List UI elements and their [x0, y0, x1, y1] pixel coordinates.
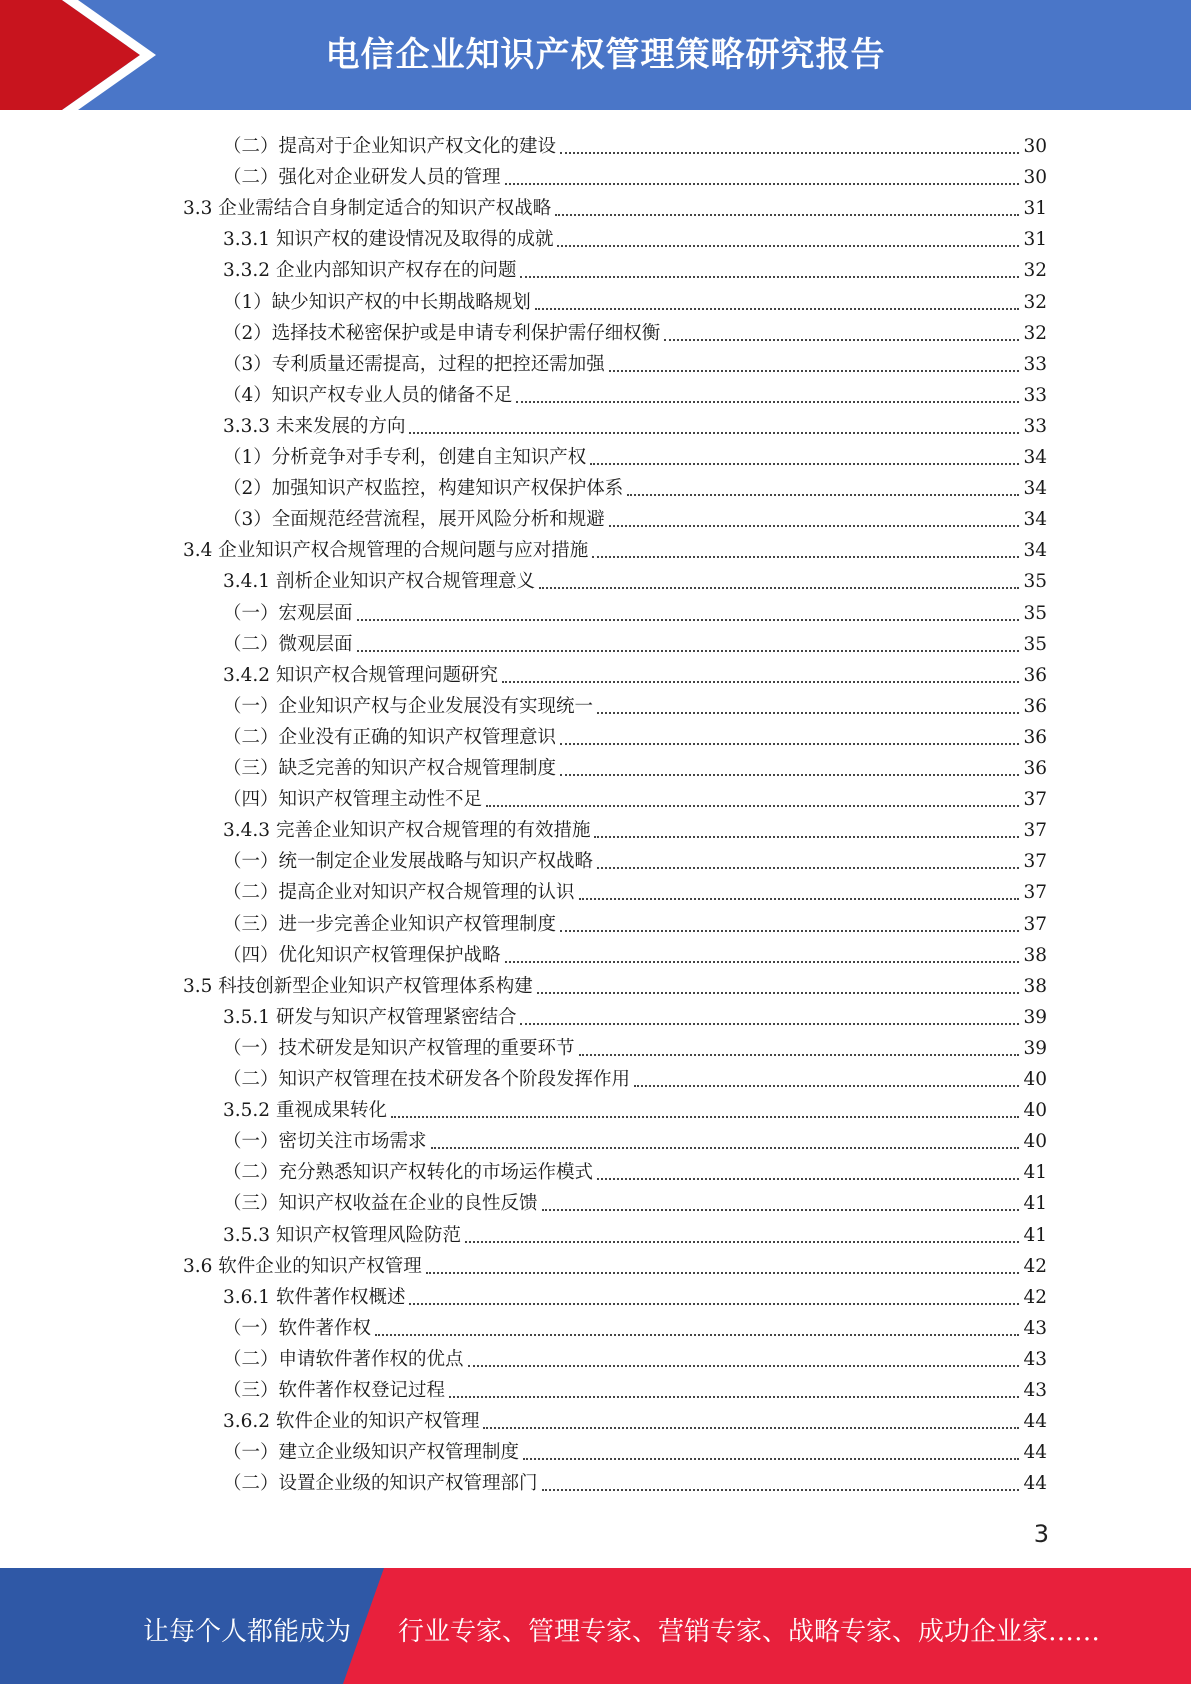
toc-entry-title: 3.4 企业知识产权合规管理的合规问题与应对措施 [183, 540, 589, 562]
toc-entry[interactable] [183, 1248, 1047, 1279]
toc-entry[interactable] [223, 159, 1047, 190]
toc-entry-title: （二）设置企业级的知识产权管理部门 [223, 1473, 538, 1495]
toc-entry-title: （4）知识产权专业人员的储备不足 [223, 384, 513, 406]
toc-entry-page: 31 [1023, 229, 1047, 251]
toc-entry-title: （三）进一步完善企业知识产权管理制度 [223, 913, 557, 935]
toc-entry[interactable] [223, 252, 1047, 283]
toc-entry-title: （四）优化知识产权管理保护战略 [223, 944, 501, 966]
toc-entry[interactable] [223, 626, 1047, 657]
toc-entry[interactable] [183, 968, 1047, 999]
toc-entry[interactable] [223, 750, 1047, 781]
toc-entry-page: 37 [1023, 820, 1047, 842]
toc-entry-title: （一）密切关注市场需求 [223, 1131, 427, 1153]
toc-entry-title: 3.4.2 知识产权合规管理问题研究 [223, 664, 498, 686]
toc-dot-leader [609, 370, 1019, 372]
footer-slogan-right: 行业专家、管理专家、营销专家、战略专家、成功企业家…… [398, 1617, 1101, 1647]
toc-entry-title: 3.3 企业需结合自身制定适合的知识产权战略 [183, 198, 552, 220]
toc-entry[interactable] [223, 1154, 1047, 1185]
toc-entry[interactable] [223, 595, 1047, 626]
toc-entry-page: 36 [1023, 664, 1047, 686]
toc-entry-page: 40 [1023, 1131, 1047, 1153]
toc-entry-title: （二）提高企业对知识产权合规管理的认识 [223, 882, 575, 904]
toc-entry-title: 3.4.3 完善企业知识产权合规管理的有效措施 [223, 820, 591, 842]
toc-dot-leader [609, 525, 1019, 527]
toc-entry[interactable] [223, 906, 1047, 937]
toc-dot-leader [597, 712, 1019, 714]
toc-dot-leader [597, 867, 1019, 869]
toc-entry-title: （三）软件著作权登记过程 [223, 1380, 446, 1401]
page-footer [0, 1568, 1191, 1684]
toc-entry[interactable] [223, 937, 1047, 968]
toc-entry[interactable] [223, 999, 1047, 1030]
toc-entry-page: 43 [1023, 1348, 1047, 1370]
toc-entry[interactable] [223, 781, 1047, 812]
toc-dot-leader [627, 494, 1019, 496]
toc-entry[interactable] [223, 719, 1047, 750]
toc-entry[interactable] [223, 1217, 1047, 1248]
document-title: 电信企业知识产权管理策略研究报告 [325, 35, 886, 75]
toc-entry[interactable] [223, 1185, 1047, 1216]
toc-entry[interactable] [223, 128, 1047, 159]
toc-entry-title: 3.6.1 软件著作权概述 [223, 1286, 406, 1308]
toc-entry-title: （一）软件著作权 [223, 1317, 372, 1339]
toc-entry-title: （3）专利质量还需提高，过程的把控还需加强 [223, 353, 605, 375]
toc-entry[interactable] [223, 315, 1047, 346]
toc-entry[interactable] [223, 501, 1047, 532]
toc-dot-leader [468, 1365, 1019, 1367]
toc-entry[interactable] [223, 1341, 1047, 1372]
toc-entry-title: （二）知识产权管理在技术研发各个阶段发挥作用 [223, 1069, 631, 1090]
toc-dot-leader [426, 1272, 1019, 1274]
toc-dot-leader [560, 743, 1019, 745]
toc-entry-title: （三）知识产权收益在企业的良性反馈 [223, 1193, 538, 1215]
toc-entry[interactable] [223, 812, 1047, 843]
toc-entry-page: 44 [1023, 1473, 1047, 1495]
toc-entry[interactable] [223, 377, 1047, 408]
toc-entry[interactable] [223, 408, 1047, 439]
toc-dot-leader [537, 992, 1019, 994]
toc-entry-page: 34 [1023, 509, 1047, 531]
toc-dot-leader [505, 183, 1019, 185]
toc-dot-leader [664, 339, 1019, 341]
toc-entry[interactable] [223, 439, 1047, 470]
toc-entry-page: 33 [1023, 353, 1047, 375]
toc-entry-page: 38 [1023, 944, 1047, 966]
toc-entry-title: （二）提高对于企业知识产权文化的建设 [223, 136, 557, 157]
toc-dot-leader [539, 587, 1019, 589]
toc-entry-title: （一）技术研发是知识产权管理的重要环节 [223, 1037, 575, 1059]
toc-entry-page: 35 [1023, 571, 1047, 593]
toc-entry-title: （二）申请软件著作权的优点 [223, 1348, 464, 1370]
toc-dot-leader [516, 401, 1019, 403]
toc-entry-page: 44 [1023, 1411, 1047, 1433]
toc-entry-title: （一）宏观层面 [223, 602, 353, 624]
toc-entry-page: 35 [1023, 633, 1047, 655]
toc-entry[interactable] [223, 657, 1047, 688]
toc-entry-title: （二）强化对企业研发人员的管理 [223, 167, 501, 189]
toc-dot-leader [560, 152, 1019, 154]
toc-entry-page: 39 [1023, 1037, 1047, 1059]
toc-dot-leader [409, 432, 1019, 434]
toc-entry-page: 43 [1023, 1317, 1047, 1339]
toc-dot-leader [555, 214, 1019, 216]
toc-entry-page: 41 [1023, 1193, 1047, 1215]
toc-entry[interactable] [183, 532, 1047, 563]
toc-entry[interactable] [223, 1434, 1047, 1465]
toc-entry-page: 39 [1023, 1006, 1047, 1028]
toc-entry[interactable] [223, 221, 1047, 252]
toc-entry[interactable] [223, 346, 1047, 377]
toc-dot-leader [520, 276, 1019, 278]
toc-entry-page: 37 [1023, 882, 1047, 904]
toc-entry-page: 34 [1023, 447, 1047, 468]
toc-entry-title: 3.6 软件企业的知识产权管理 [183, 1255, 422, 1277]
toc-dot-leader [486, 805, 1019, 807]
toc-entry[interactable] [223, 688, 1047, 719]
toc-dot-leader [465, 1241, 1019, 1243]
toc-entry-page: 32 [1023, 291, 1047, 313]
toc-entry[interactable] [223, 284, 1047, 315]
toc-dot-leader [560, 930, 1019, 932]
toc-dot-leader [590, 463, 1019, 465]
toc-entry-title: 3.5.3 知识产权管理风险防范 [223, 1224, 461, 1246]
toc-entry-title: 3.5.1 研发与知识产权管理紧密结合 [223, 1006, 517, 1028]
toc-dot-leader [505, 961, 1019, 963]
toc-dot-leader [357, 650, 1019, 652]
toc-entry-title: （四）知识产权管理主动性不足 [223, 789, 483, 811]
toc-entry-page: 41 [1023, 1224, 1047, 1246]
toc-entry-page: 34 [1023, 540, 1047, 562]
toc-dot-leader [597, 1178, 1019, 1180]
toc-entry-page: 32 [1023, 322, 1047, 344]
toc-entry-title: （二）企业没有正确的知识产权管理意识 [223, 726, 557, 748]
toc-dot-leader [483, 1427, 1019, 1429]
toc-dot-leader [375, 1334, 1019, 1336]
toc-entry[interactable] [223, 1092, 1047, 1123]
toc-entry-title: （三）缺乏完善的知识产权合规管理制度 [223, 758, 557, 779]
toc-entry-page: 38 [1023, 975, 1047, 997]
toc-dot-leader [391, 1116, 1019, 1118]
toc-dot-leader [594, 836, 1019, 838]
toc-entry-title: （2）加强知识产权监控，构建知识产权保护体系 [223, 478, 624, 500]
toc-entry-page: 40 [1023, 1100, 1047, 1122]
toc-dot-leader [592, 556, 1019, 558]
toc-dot-leader [357, 619, 1019, 621]
toc-entry-page: 42 [1023, 1255, 1047, 1277]
toc-dot-leader [502, 681, 1019, 683]
toc-entry-title: （2）选择技术秘密保护或是申请专利保护需仔细权衡 [223, 322, 661, 344]
toc-entry-title: （3）全面规范经营流程，展开风险分析和规避 [223, 509, 605, 531]
toc-entry[interactable] [223, 470, 1047, 501]
toc-entry[interactable] [223, 1465, 1047, 1496]
footer-slogan-left: 让每个人都能成为 [143, 1617, 352, 1647]
page-header [0, 0, 1191, 110]
toc-entry[interactable] [223, 1310, 1047, 1341]
toc-dot-leader [523, 1458, 1019, 1460]
toc-entry-page: 40 [1023, 1069, 1047, 1090]
toc-entry-page: 37 [1023, 789, 1047, 811]
toc-entry-page: 43 [1023, 1380, 1047, 1401]
toc-dot-leader [449, 1396, 1019, 1398]
toc-entry[interactable] [223, 1372, 1047, 1403]
toc-entry-page: 33 [1023, 415, 1047, 437]
toc-entry-title: （一）统一制定企业发展战略与知识产权战略 [223, 851, 594, 873]
toc-entry-page: 44 [1023, 1442, 1047, 1464]
toc-dot-leader [579, 1054, 1019, 1056]
toc-entry-page: 37 [1023, 851, 1047, 873]
toc-entry-title: （二）微观层面 [223, 633, 353, 655]
toc-dot-leader [557, 245, 1019, 247]
toc-entry-title: （1）缺少知识产权的中长期战略规划 [223, 291, 531, 313]
toc-entry-title: 3.3.3 未来发展的方向 [223, 415, 406, 437]
toc-entry-page: 32 [1023, 260, 1047, 282]
toc-dot-leader [520, 1023, 1019, 1025]
toc-entry-title: 3.3.2 企业内部知识产权存在的问题 [223, 260, 517, 282]
toc-entry[interactable] [183, 190, 1047, 221]
toc-entry-title: （1）分析竞争对手专利，创建自主知识产权 [223, 447, 587, 468]
toc-entry[interactable] [223, 843, 1047, 874]
toc-entry-page: 33 [1023, 384, 1047, 406]
toc-entry-title: 3.6.2 软件企业的知识产权管理 [223, 1411, 480, 1433]
toc-entry-page: 30 [1023, 167, 1047, 189]
toc-entry[interactable] [223, 1030, 1047, 1061]
toc-entry-page: 37 [1023, 913, 1047, 935]
toc-entry-page: 42 [1023, 1286, 1047, 1308]
toc-entry[interactable] [223, 1123, 1047, 1154]
toc-dot-leader [634, 1085, 1019, 1087]
toc-entry-title: （一）建立企业级知识产权管理制度 [223, 1442, 520, 1464]
toc-entry-title: （二）充分熟悉知识产权转化的市场运作模式 [223, 1162, 594, 1184]
toc-entry-title: （一）企业知识产权与企业发展没有实现统一 [223, 695, 594, 717]
toc-entry-title: 3.5 科技创新型企业知识产权管理体系构建 [183, 975, 533, 997]
toc-entry-page: 36 [1023, 758, 1047, 779]
toc-dot-leader [560, 774, 1019, 776]
toc-entry[interactable] [223, 563, 1047, 594]
toc-dot-leader [542, 1489, 1019, 1491]
toc-dot-leader [542, 1209, 1019, 1211]
toc-entry-page: 36 [1023, 695, 1047, 717]
toc-entry-page: 31 [1023, 198, 1047, 220]
toc-entry-page: 35 [1023, 602, 1047, 624]
toc-entry-title: 3.3.1 知识产权的建设情况及取得的成就 [223, 229, 554, 251]
toc-dot-leader [431, 1147, 1019, 1149]
toc-entry[interactable] [223, 1403, 1047, 1434]
toc-entry-title: 3.5.2 重视成果转化 [223, 1100, 387, 1122]
toc-entry-page: 34 [1023, 478, 1047, 500]
toc-entry[interactable] [223, 874, 1047, 905]
toc-dot-leader [409, 1303, 1019, 1305]
page-number: 3 [1033, 1520, 1049, 1548]
toc-entry-page: 36 [1023, 726, 1047, 748]
toc-entry[interactable] [223, 1279, 1047, 1310]
toc-entry-page: 41 [1023, 1162, 1047, 1184]
toc-dot-leader [535, 308, 1019, 310]
toc-entry[interactable] [223, 1061, 1047, 1092]
toc-entry-page: 30 [1023, 136, 1047, 157]
toc-dot-leader [579, 898, 1019, 900]
toc-entry-title: 3.4.1 剖析企业知识产权合规管理意义 [223, 571, 535, 593]
